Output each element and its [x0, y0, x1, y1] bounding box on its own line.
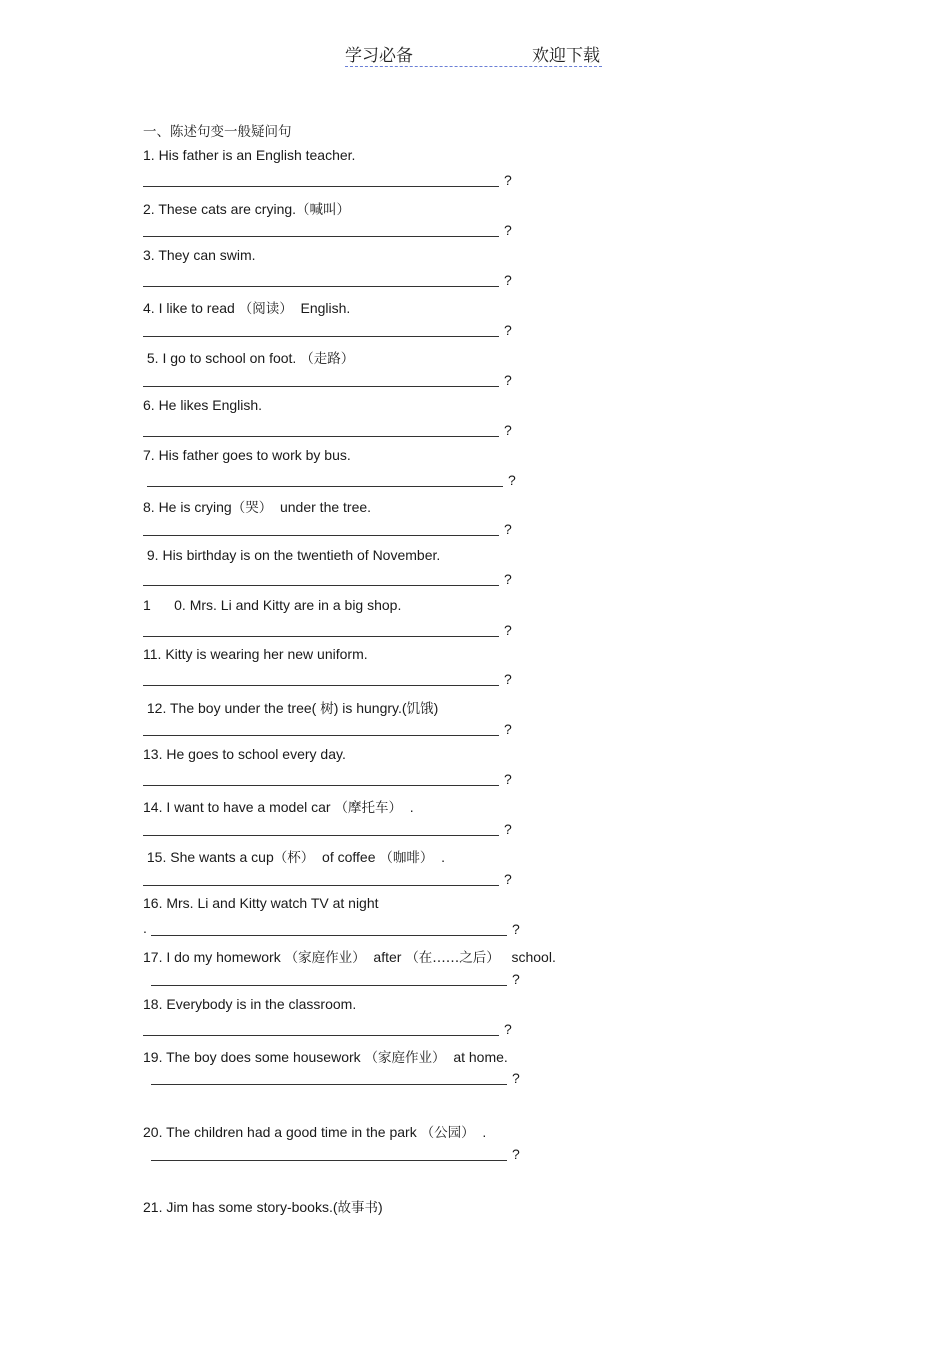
answer-line-4: [143, 336, 499, 337]
question-8: 8. He is crying（哭） under the tree.: [143, 499, 372, 516]
question-mark-10: ?: [504, 622, 512, 638]
question-15: 15. She wants a cup（杯） of coffee （咖啡） .: [143, 849, 446, 866]
question-mark-11: ?: [504, 671, 512, 687]
question-12: 12. The boy under the tree( 树) is hungry.(饥饿): [143, 700, 439, 717]
question-mark-6: ?: [504, 422, 512, 438]
answer-line-12: [143, 735, 499, 736]
question-mark-5: ?: [504, 372, 512, 388]
answer-line-11: [143, 685, 499, 686]
answer-line-7: [147, 486, 503, 487]
answer-line-3: [143, 286, 499, 287]
question-10: 1 0. Mrs. Li and Kitty are in a big shop.: [143, 597, 402, 613]
question-13: 13. He goes to school every day.: [143, 746, 346, 762]
answer-line-2: [143, 236, 499, 237]
question-11: 11. Kitty is wearing her new uniform.: [143, 646, 368, 662]
question-1: 1. His father is an English teacher.: [143, 147, 356, 163]
answer-line-20: [151, 1160, 507, 1161]
question-21: 21. Jim has some story-books.(故事书): [143, 1199, 383, 1216]
answer-line-6: [143, 436, 499, 437]
question-mark-12: ?: [504, 721, 512, 737]
question-mark-2: ?: [504, 222, 512, 238]
answer-line-9: [143, 585, 499, 586]
answer-line-15: [143, 885, 499, 886]
question-5: 5. I go to school on foot. （走路）: [143, 350, 355, 367]
answer-line-16: [151, 935, 507, 936]
question-17: 17. I do my homework （家庭作业） after （在……之后） school.: [143, 949, 556, 966]
question-16: 16. Mrs. Li and Kitty watch TV at night: [143, 895, 379, 911]
question-2: 2. These cats are crying.（喊叫）: [143, 201, 351, 218]
answer-line-10: [143, 636, 499, 637]
header-right-text: 欢迎下载: [532, 46, 600, 66]
section-title: 一、陈述句变一般疑问句: [143, 124, 292, 140]
answer-line-5: [143, 386, 499, 387]
question-mark-19: ?: [512, 1070, 520, 1086]
question-mark-18: ?: [504, 1021, 512, 1037]
question-mark-1: ?: [504, 172, 512, 188]
question-18: 18. Everybody is in the classroom.: [143, 996, 357, 1012]
leading-dot-16: .: [143, 920, 147, 936]
header-left-text: 学习必备: [345, 46, 413, 66]
question-mark-15: ?: [504, 871, 512, 887]
question-mark-20: ?: [512, 1146, 520, 1162]
answer-line-17: [151, 985, 507, 986]
question-19: 19. The boy does some housework （家庭作业） at home.: [143, 1049, 508, 1066]
question-3: 3. They can swim.: [143, 247, 256, 263]
question-4: 4. I like to read （阅读） English.: [143, 300, 351, 317]
question-mark-14: ?: [504, 821, 512, 837]
question-mark-13: ?: [504, 771, 512, 787]
answer-line-14: [143, 835, 499, 836]
answer-line-18: [143, 1035, 499, 1036]
question-mark-3: ?: [504, 272, 512, 288]
answer-line-19: [151, 1084, 507, 1085]
question-mark-9: ?: [504, 571, 512, 587]
answer-line-13: [143, 785, 499, 786]
question-mark-7: ?: [508, 472, 516, 488]
question-mark-17: ?: [512, 971, 520, 987]
question-mark-8: ?: [504, 521, 512, 537]
question-20: 20. The children had a good time in the park （公园） .: [143, 1124, 487, 1141]
question-mark-4: ?: [504, 322, 512, 338]
question-14: 14. I want to have a model car （摩托车） .: [143, 799, 414, 816]
question-7: 7. His father goes to work by bus.: [143, 447, 351, 463]
question-mark-16: ?: [512, 921, 520, 937]
page-header: [345, 40, 602, 67]
answer-line-8: [143, 535, 499, 536]
question-9: 9. His birthday is on the twentieth of November.: [143, 547, 441, 563]
answer-line-1: [143, 186, 499, 187]
question-6: 6. He likes English.: [143, 397, 263, 413]
